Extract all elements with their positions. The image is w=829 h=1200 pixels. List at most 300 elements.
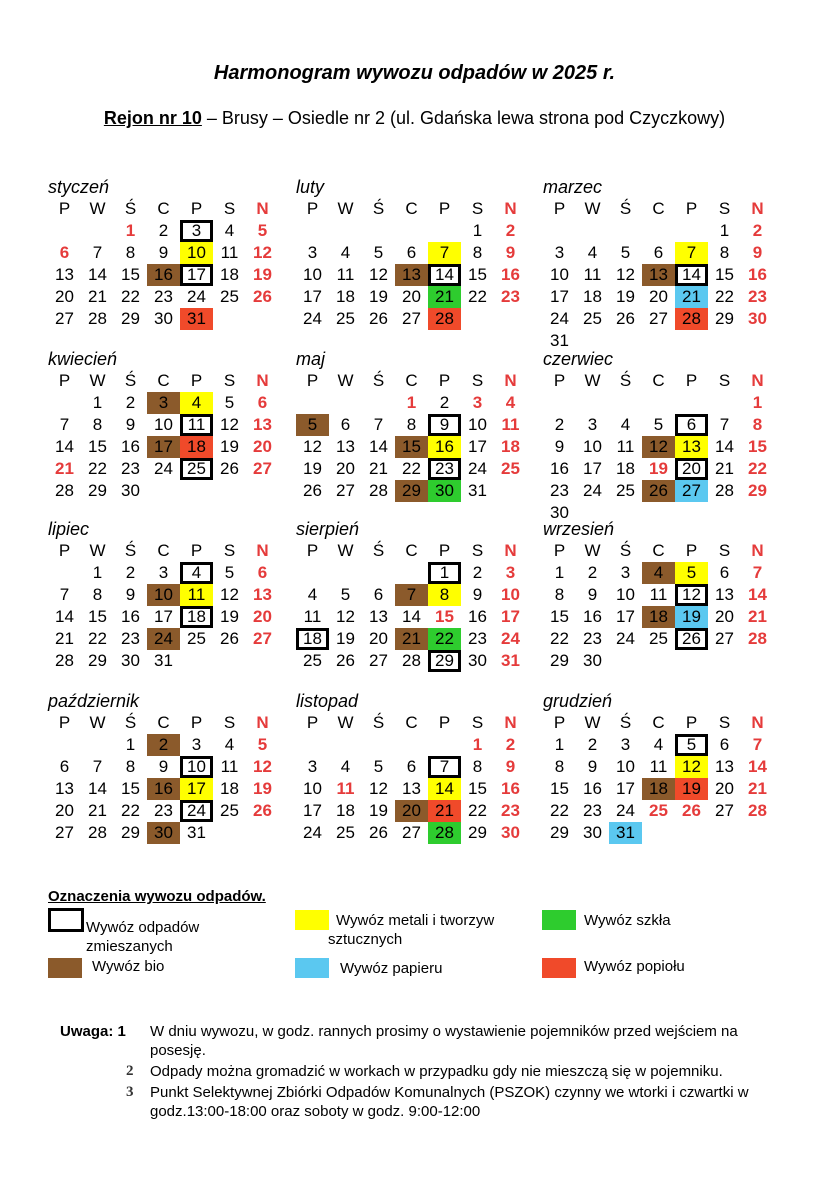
legend-ash-label: Wywóz popiołu: [584, 958, 685, 975]
weekday-header: S: [223, 541, 236, 560]
day-cell: 4: [642, 562, 675, 584]
day-cell: 26: [369, 823, 388, 842]
day-cell: 30: [468, 651, 487, 670]
day-cell: 30: [550, 503, 569, 522]
day-cell: 8: [92, 585, 103, 604]
day-cell: 23: [428, 458, 461, 480]
month-5: [296, 348, 536, 502]
day-cell: 27: [336, 481, 355, 500]
day-cell: 30: [121, 651, 140, 670]
day-cell: 13: [642, 264, 675, 286]
day-cell: 3: [505, 563, 516, 582]
day-cell: 20: [253, 607, 272, 626]
day-cell: 20: [402, 287, 421, 306]
note-2-text: Odpady można gromadzić w workach w przypadku gdy nie mieszczą się w pojemniku.: [150, 1063, 723, 1080]
empty-cell: [428, 734, 461, 756]
day-cell: 20: [336, 459, 355, 478]
day-cell: 29: [550, 823, 569, 842]
day-cell: 13: [402, 779, 421, 798]
weekday-header: N: [751, 371, 764, 390]
day-cell: 10: [180, 242, 213, 264]
day-cell: 8: [406, 415, 417, 434]
weekday-header: Ś: [372, 713, 385, 732]
weekday-header: W: [337, 371, 354, 390]
weekday-header: N: [751, 541, 764, 560]
day-cell: 21: [715, 459, 734, 478]
day-cell: 20: [369, 629, 388, 648]
day-cell: 16: [121, 607, 140, 626]
weekday-header: C: [652, 541, 665, 560]
day-cell: 18: [583, 287, 602, 306]
day-cell: 11: [583, 265, 602, 284]
day-cell: 19: [649, 459, 668, 478]
weekday-header: P: [58, 713, 71, 732]
day-cell: 17: [147, 436, 180, 458]
weekday-header: P: [306, 199, 319, 218]
day-cell: 4: [653, 735, 664, 754]
empty-cell: [609, 392, 642, 414]
day-cell: 16: [501, 265, 520, 284]
day-cell: 12: [336, 607, 355, 626]
empty-cell: [609, 220, 642, 242]
day-cell: 7: [395, 584, 428, 606]
day-cell: 13: [253, 415, 272, 434]
day-cell: 7: [59, 585, 70, 604]
day-cell: 13: [55, 779, 74, 798]
day-cell: 14: [88, 265, 107, 284]
day-cell: 15: [748, 437, 767, 456]
day-cell: 10: [501, 585, 520, 604]
day-cell: 19: [220, 437, 239, 456]
day-cell: 11: [501, 415, 520, 434]
legend-glass-label: Wywóz szkła: [584, 912, 671, 929]
weekday-header: W: [584, 713, 601, 732]
empty-cell: [642, 220, 675, 242]
region-description: – Brusy – Osiedle nr 2 (ul. Gdańska lewa strona pod Czyczkowy): [201, 108, 726, 128]
empty-cell: [362, 562, 395, 584]
month-10: [48, 690, 288, 844]
day-cell: 24: [583, 481, 602, 500]
day-cell: 7: [428, 756, 461, 778]
day-cell: 17: [180, 778, 213, 800]
day-cell: 22: [468, 287, 487, 306]
day-cell: 11: [303, 607, 322, 626]
day-cell: 4: [224, 221, 235, 240]
day-cell: 5: [257, 221, 268, 240]
day-cell: 15: [550, 607, 569, 626]
day-cell: 19: [303, 459, 322, 478]
weekday-header: P: [553, 541, 566, 560]
day-cell: 1: [752, 393, 763, 412]
day-cell: 23: [121, 629, 140, 648]
weekday-header: W: [337, 713, 354, 732]
day-cell: 1: [472, 221, 483, 240]
day-cell: 21: [369, 459, 388, 478]
day-cell: 13: [369, 607, 388, 626]
day-cell: 31: [501, 651, 520, 670]
weekday-header: Ś: [619, 541, 632, 560]
day-cell: 8: [554, 585, 565, 604]
month-12: [543, 690, 783, 844]
day-cell: 11: [220, 757, 239, 776]
day-cell: 6: [406, 757, 417, 776]
day-cell: 2: [158, 221, 169, 240]
day-cell: 2: [587, 735, 598, 754]
day-cell: 24: [180, 800, 213, 822]
day-cell: 29: [395, 480, 428, 502]
day-cell: 10: [616, 757, 635, 776]
day-cell: 25: [583, 309, 602, 328]
day-cell: 27: [55, 823, 74, 842]
day-cell: 5: [224, 393, 235, 412]
day-cell: 3: [158, 563, 169, 582]
day-cell: 15: [121, 779, 140, 798]
day-cell: 29: [715, 309, 734, 328]
day-cell: 11: [649, 585, 668, 604]
day-cell: 23: [468, 629, 487, 648]
day-cell: 26: [303, 481, 322, 500]
day-cell: 1: [554, 563, 565, 582]
day-cell: 7: [675, 242, 708, 264]
weekday-header: W: [89, 371, 106, 390]
day-cell: 30: [428, 480, 461, 502]
day-cell: 22: [428, 628, 461, 650]
day-cell: 18: [220, 265, 239, 284]
weekday-header: P: [306, 713, 319, 732]
day-cell: 8: [125, 757, 136, 776]
empty-cell: [48, 392, 81, 414]
legend-title: Oznaczenia wywozu odpadów.: [48, 888, 266, 905]
note-2-number: 2: [126, 1063, 134, 1079]
weekday-header: P: [190, 713, 203, 732]
empty-cell: [296, 392, 329, 414]
day-cell: 10: [303, 265, 322, 284]
month-3: [543, 176, 783, 352]
day-cell: 9: [125, 585, 136, 604]
day-cell: 3: [147, 392, 180, 414]
day-cell: 23: [583, 629, 602, 648]
day-cell: 25: [649, 629, 668, 648]
weekday-header: P: [58, 199, 71, 218]
page-subtitle: [0, 108, 829, 129]
day-cell: 24: [616, 801, 635, 820]
month-grid: [48, 370, 288, 502]
day-cell: 18: [336, 801, 355, 820]
weekday-header: P: [685, 199, 698, 218]
day-cell: 17: [303, 801, 322, 820]
day-cell: 17: [550, 287, 569, 306]
day-cell: 14: [55, 607, 74, 626]
legend-mixed-label: Wywóz odpadów zmieszanych: [86, 919, 200, 955]
weekday-header: S: [471, 541, 484, 560]
day-cell: 17: [616, 779, 635, 798]
month-7: [48, 518, 288, 672]
day-cell: 13: [253, 585, 272, 604]
empty-cell: [675, 220, 708, 242]
month-2: [296, 176, 536, 330]
day-cell: 11: [336, 779, 355, 798]
day-cell: 22: [748, 459, 767, 478]
day-cell: 21: [55, 629, 74, 648]
day-cell: 26: [682, 801, 701, 820]
day-cell: 16: [121, 437, 140, 456]
day-cell: 1: [719, 221, 730, 240]
day-cell: 15: [550, 779, 569, 798]
month-name: grudzień: [543, 691, 613, 711]
weekday-header: S: [718, 199, 731, 218]
day-cell: 12: [642, 436, 675, 458]
day-cell: 13: [715, 585, 734, 604]
day-cell: 12: [369, 265, 388, 284]
day-cell: 20: [395, 800, 428, 822]
day-cell: 6: [59, 757, 70, 776]
weekday-header: Ś: [372, 541, 385, 560]
day-cell: 18: [642, 606, 675, 628]
day-cell: 31: [468, 481, 487, 500]
day-cell: 7: [752, 563, 763, 582]
weekday-header: C: [157, 541, 170, 560]
day-cell: 22: [715, 287, 734, 306]
day-cell: 5: [653, 415, 664, 434]
day-cell: 14: [675, 264, 708, 286]
weekday-header: S: [718, 541, 731, 560]
day-cell: 22: [121, 801, 140, 820]
weekday-header: W: [89, 199, 106, 218]
day-cell: 21: [428, 800, 461, 822]
day-cell: 28: [402, 651, 421, 670]
day-cell: 2: [505, 735, 516, 754]
day-cell: 1: [428, 562, 461, 584]
day-cell: 28: [428, 822, 461, 844]
legend-metal-label-2: sztucznych: [328, 931, 403, 948]
month-name: sierpień: [296, 519, 360, 539]
day-cell: 4: [180, 392, 213, 414]
day-cell: 6: [59, 243, 70, 262]
day-cell: 30: [147, 822, 180, 844]
day-cell: 8: [472, 243, 483, 262]
day-cell: 9: [505, 757, 516, 776]
weekday-header: C: [157, 371, 170, 390]
month-11: [296, 690, 536, 844]
weekday-header: P: [685, 371, 698, 390]
empty-cell: [543, 392, 576, 414]
day-cell: 2: [505, 221, 516, 240]
day-cell: 1: [92, 393, 103, 412]
day-cell: 23: [748, 287, 767, 306]
day-cell: 11: [616, 437, 635, 456]
day-cell: 20: [253, 437, 272, 456]
day-cell: 5: [675, 734, 708, 756]
day-cell: 24: [303, 309, 322, 328]
day-cell: 11: [649, 757, 668, 776]
day-cell: 10: [154, 415, 173, 434]
day-cell: 29: [468, 823, 487, 842]
day-cell: 3: [620, 735, 631, 754]
day-cell: 25: [220, 801, 239, 820]
day-cell: 28: [748, 801, 767, 820]
empty-cell: [48, 220, 81, 242]
day-cell: 25: [649, 801, 668, 820]
empty-cell: [329, 562, 362, 584]
weekday-header: P: [553, 199, 566, 218]
day-cell: 31: [154, 651, 173, 670]
day-cell: 2: [752, 221, 763, 240]
month-grid: [543, 370, 783, 524]
empty-cell: [296, 562, 329, 584]
day-cell: 16: [428, 436, 461, 458]
day-cell: 11: [180, 414, 213, 436]
weekday-header: P: [685, 713, 698, 732]
day-cell: 2: [147, 734, 180, 756]
day-cell: 18: [616, 459, 635, 478]
weekday-header: W: [584, 371, 601, 390]
day-cell: 17: [501, 607, 520, 626]
empty-cell: [329, 220, 362, 242]
day-cell: 18: [642, 778, 675, 800]
day-cell: 17: [180, 264, 213, 286]
month-1: [48, 176, 288, 330]
day-cell: 28: [748, 629, 767, 648]
empty-cell: [329, 392, 362, 414]
weekday-header: N: [751, 199, 764, 218]
weekday-header: Ś: [124, 199, 137, 218]
day-cell: 11: [220, 243, 239, 262]
day-cell: 2: [125, 563, 136, 582]
day-cell: 28: [675, 308, 708, 330]
day-cell: 21: [55, 459, 74, 478]
day-cell: 15: [121, 265, 140, 284]
legend-ash-swatch: [542, 958, 576, 978]
day-cell: 29: [88, 651, 107, 670]
day-cell: 8: [752, 415, 763, 434]
weekday-header: W: [337, 541, 354, 560]
day-cell: 25: [336, 309, 355, 328]
weekday-header: P: [553, 713, 566, 732]
weekday-header: N: [504, 371, 517, 390]
day-cell: 7: [752, 735, 763, 754]
month-grid: [543, 540, 783, 672]
weekday-header: P: [190, 199, 203, 218]
day-cell: 22: [402, 459, 421, 478]
weekday-header: N: [504, 541, 517, 560]
weekday-header: Ś: [619, 713, 632, 732]
day-cell: 9: [587, 757, 598, 776]
day-cell: 16: [501, 779, 520, 798]
legend-paper-swatch: [295, 958, 329, 978]
day-cell: 19: [336, 629, 355, 648]
empty-cell: [395, 220, 428, 242]
day-cell: 6: [257, 393, 268, 412]
day-cell: 1: [125, 221, 136, 240]
month-name: marzec: [543, 177, 603, 197]
day-cell: 13: [336, 437, 355, 456]
day-cell: 16: [748, 265, 767, 284]
day-cell: 21: [675, 286, 708, 308]
day-cell: 6: [373, 585, 384, 604]
day-cell: 3: [620, 563, 631, 582]
empty-cell: [576, 220, 609, 242]
note-1-text: W dniu wywozu, w godz. rannych prosimy o wystawienie pojemników przed wejściem na posesję.: [150, 1023, 738, 1059]
day-cell: 26: [336, 651, 355, 670]
day-cell: 27: [55, 309, 74, 328]
day-cell: 27: [402, 823, 421, 842]
day-cell: 2: [587, 563, 598, 582]
day-cell: 13: [395, 264, 428, 286]
day-cell: 15: [715, 265, 734, 284]
month-name: czerwiec: [543, 349, 614, 369]
day-cell: 4: [340, 243, 351, 262]
day-cell: 20: [55, 287, 74, 306]
weekday-header: Ś: [124, 713, 137, 732]
day-cell: 29: [88, 481, 107, 500]
day-cell: 26: [220, 459, 239, 478]
day-cell: 26: [369, 309, 388, 328]
day-cell: 9: [554, 437, 565, 456]
day-cell: 23: [501, 801, 520, 820]
day-cell: 31: [180, 308, 213, 330]
weekday-header: C: [652, 199, 665, 218]
day-cell: 23: [154, 287, 173, 306]
day-cell: 27: [253, 459, 272, 478]
day-cell: 16: [583, 607, 602, 626]
day-cell: 12: [253, 243, 272, 262]
day-cell: 4: [587, 243, 598, 262]
day-cell: 5: [224, 563, 235, 582]
day-cell: 1: [125, 735, 136, 754]
day-cell: 3: [191, 735, 202, 754]
day-cell: 9: [472, 585, 483, 604]
day-cell: 21: [88, 287, 107, 306]
day-cell: 1: [406, 393, 417, 412]
day-cell: 5: [675, 562, 708, 584]
day-cell: 6: [257, 563, 268, 582]
day-cell: 30: [501, 823, 520, 842]
weekday-header: S: [471, 713, 484, 732]
legend-glass-swatch: [542, 910, 576, 930]
day-cell: 14: [88, 779, 107, 798]
day-cell: 18: [296, 628, 329, 650]
day-cell: 5: [296, 414, 329, 436]
day-cell: 6: [675, 414, 708, 436]
day-cell: 14: [715, 437, 734, 456]
weekday-header: P: [438, 541, 451, 560]
day-cell: 10: [180, 756, 213, 778]
month-grid: [48, 712, 288, 844]
month-grid: [296, 712, 536, 844]
day-cell: 10: [583, 437, 602, 456]
month-8: [296, 518, 536, 672]
day-cell: 10: [468, 415, 487, 434]
empty-cell: [296, 734, 329, 756]
day-cell: 14: [428, 778, 461, 800]
weekday-header: C: [405, 371, 418, 390]
day-cell: 19: [616, 287, 635, 306]
day-cell: 15: [468, 779, 487, 798]
day-cell: 21: [88, 801, 107, 820]
day-cell: 3: [472, 393, 483, 412]
note-1: [60, 1022, 750, 1060]
day-cell: 25: [303, 651, 322, 670]
weekday-header: P: [685, 541, 698, 560]
day-cell: 25: [336, 823, 355, 842]
day-cell: 12: [303, 437, 322, 456]
day-cell: 22: [88, 629, 107, 648]
day-cell: 24: [154, 459, 173, 478]
day-cell: 21: [748, 607, 767, 626]
day-cell: 1: [554, 735, 565, 754]
day-cell: 13: [715, 757, 734, 776]
day-cell: 27: [402, 309, 421, 328]
